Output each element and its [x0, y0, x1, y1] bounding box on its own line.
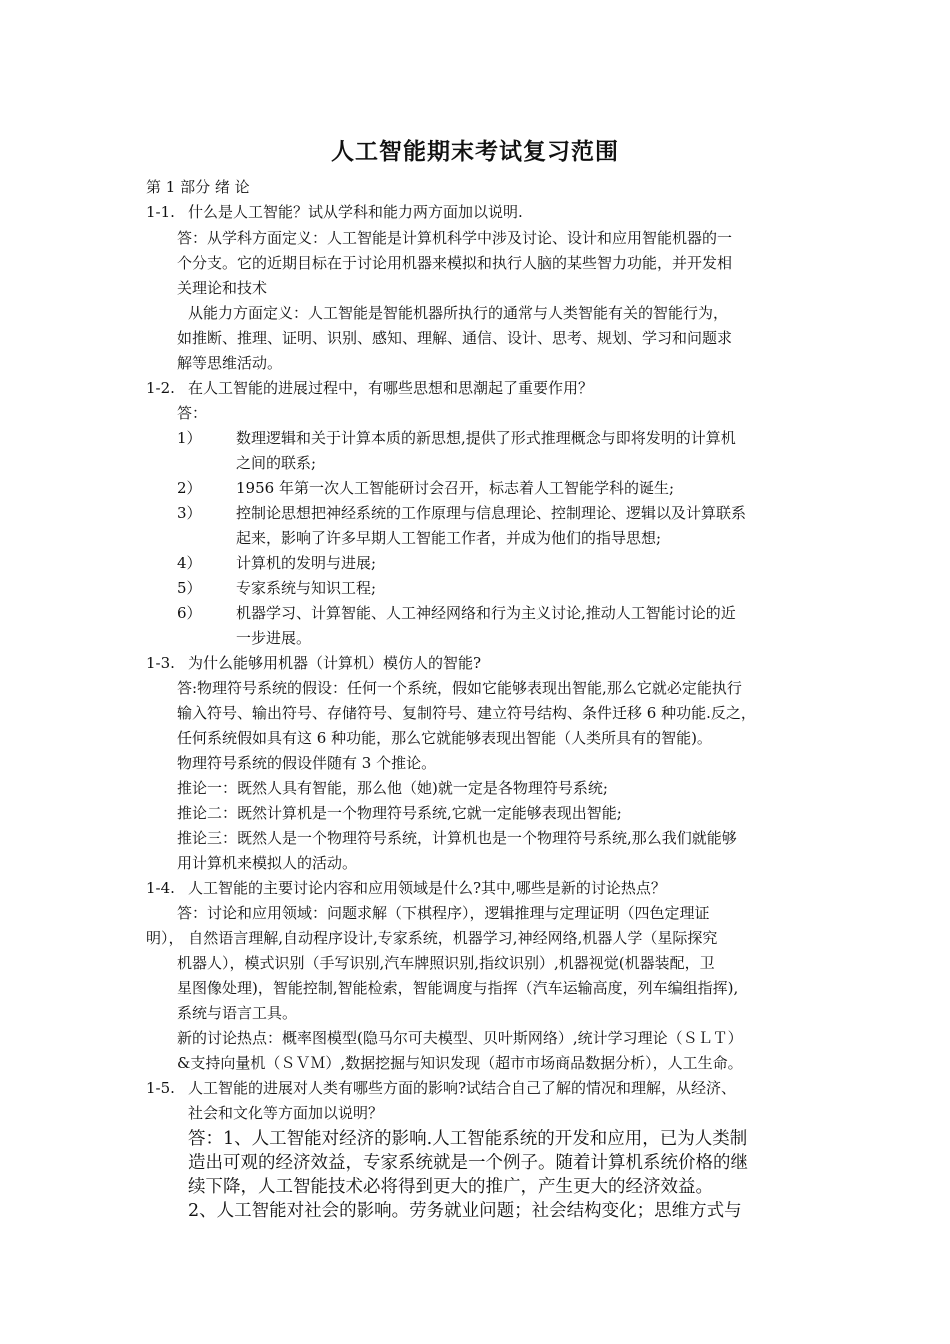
list-item-number: 6） [177, 604, 202, 622]
answer-line: 推论一：既然人具有智能，那么他（她)就一定是各物理符号系统; [177, 779, 608, 797]
answer-line: 机器人），模式识别（手写识别,汽车牌照识别,指纹识别）,机器视觉(机器装配，卫 [177, 954, 715, 972]
list-item-number: 2） [177, 479, 202, 497]
answer-line: 答：从学科方面定义：人工智能是计算机科学中涉及讨论、设计和应用智能机器的一 [177, 229, 733, 247]
list-item: 数理逻辑和关于计算本质的新思想,提供了形式推理概念与即将发明的计算机 [236, 429, 736, 447]
answer-line: 答：讨论和应用领域：问题求解（下棋程序），逻辑推理与定理证明（四色定理证 [177, 904, 710, 922]
page-title: 人工智能期末考试复习范围 [331, 139, 619, 165]
question-number: 1-2. [146, 379, 175, 397]
question-text: 在人工智能的进展过程中，有哪些思想和思潮起了重要作用？ [188, 379, 594, 397]
answer-line: 明）， 自然语言理解,自动程序设计,专家系统，机器学习,神经网络,机器人学（星际探究 [146, 929, 718, 947]
list-item: 一步进展。 [236, 629, 312, 647]
answer-line: 答:物理符号系统的假设：任何一个系统，假如它能够表现出智能,那么它就必定能执行 [177, 679, 742, 697]
answer-line: 从能力方面定义：人工智能是智能机器所执行的通常与人类智能有关的智能行为， [188, 304, 729, 322]
answer-line: 新的讨论热点：概率图模型(隐马尔可夫模型、贝叶斯网络）,统计学习理论（ＳＬＴ） [177, 1029, 743, 1047]
answer-line: 推论三：既然人是一个物理符号系统，计算机也是一个物理符号系统,那么我们就能够 [177, 829, 737, 847]
question-text: 社会和文化等方面加以说明？ [188, 1104, 384, 1122]
list-item: 专家系统与知识工程; [236, 579, 377, 597]
list-item: 起来，影响了许多早期人工智能工作者，并成为他们的指导思想; [236, 529, 662, 547]
list-item-number: 1） [177, 429, 202, 447]
answer-line: 用计算机来模拟人的活动。 [177, 854, 358, 872]
list-item: 计算机的发明与进展; [236, 554, 377, 572]
answer-line: 2、人工智能对社会的影响。劳务就业问题；社会结构变化；思维方式与 [188, 1201, 742, 1221]
list-item: 之间的联系; [236, 454, 317, 472]
list-item: 1956 年第一次人工智能研讨会召开，标志着人工智能学科的诞生; [236, 479, 674, 497]
answer-line: 如推断、推理、证明、识别、感知、理解、通信、设计、思考、规划、学习和问题求 [177, 329, 733, 347]
question-text: 人工智能的进展对人类有哪些方面的影响?试结合自己了解的情况和理解，从经济、 [188, 1079, 737, 1097]
list-item: 控制论思想把神经系统的工作原理与信息理论、控制理论、逻辑以及计算联系 [236, 504, 747, 522]
list-item-number: 3） [177, 504, 202, 522]
answer-line: 物理符号系统的假设伴随有 3 个推论。 [177, 754, 437, 772]
answer-line: 任何系统假如具有这 6 种功能，那么它就能够表现出智能（人类所具有的智能)。 [177, 729, 712, 747]
question-number: 1-5. [146, 1079, 175, 1097]
part-heading: 第 1 部分 绪 论 [146, 178, 250, 196]
answer-line: 解等思维活动。 [177, 354, 283, 372]
answer-line: 关理论和技术 [177, 279, 268, 297]
answer-line: 造出可观的经济效益，专家系统就是一个例子。随着计算机系统价格的继 [188, 1153, 748, 1173]
list-item-number: 4） [177, 554, 202, 572]
question-text: 人工智能的主要讨论内容和应用领域是什么?其中,哪些是新的讨论热点？ [188, 879, 666, 897]
list-item-number: 5） [177, 579, 202, 597]
answer-line: 系统与语言工具。 [177, 1004, 298, 1022]
answer-line: 推论二：既然计算机是一个物理符号系统,它就一定能够表现出智能; [177, 804, 622, 822]
answer-line: 星图像处理)，智能控制,智能检索，智能调度与指挥（汽车运输高度，列车编组指挥), [177, 979, 739, 997]
answer-line: 个分支。它的近期目标在于讨论用机器来模拟和执行人脑的某些智力功能，并开发相 [177, 254, 733, 272]
question-text: 什么是人工智能？试从学科和能力两方面加以说明. [188, 203, 523, 221]
answer-line: &支持向量机（ＳＶＭ）,数据挖掘与知识发现（超市市场商品数据分析），人工生命。 [177, 1054, 743, 1072]
question-number: 1-4. [146, 879, 175, 897]
answer-line: 输入符号、输出符号、存储符号、复制符号、建立符号结构、条件迁移 6 种功能.反之， [177, 704, 756, 722]
answer-label: 答： [177, 404, 208, 422]
list-item: 机器学习、计算智能、人工神经网络和行为主义讨论,推动人工智能讨论的近 [236, 604, 736, 622]
answer-line: 答：1、人工智能对经济的影响.人工智能系统的开发和应用，已为人类制 [188, 1129, 748, 1149]
question-text: 为什么能够用机器（计算机）模仿人的智能? [188, 654, 482, 672]
question-number: 1-1. [146, 203, 175, 221]
answer-line: 续下降，人工智能技术必将得到更大的推广，产生更大的经济效益。 [188, 1177, 713, 1197]
question-number: 1-3. [146, 654, 175, 672]
